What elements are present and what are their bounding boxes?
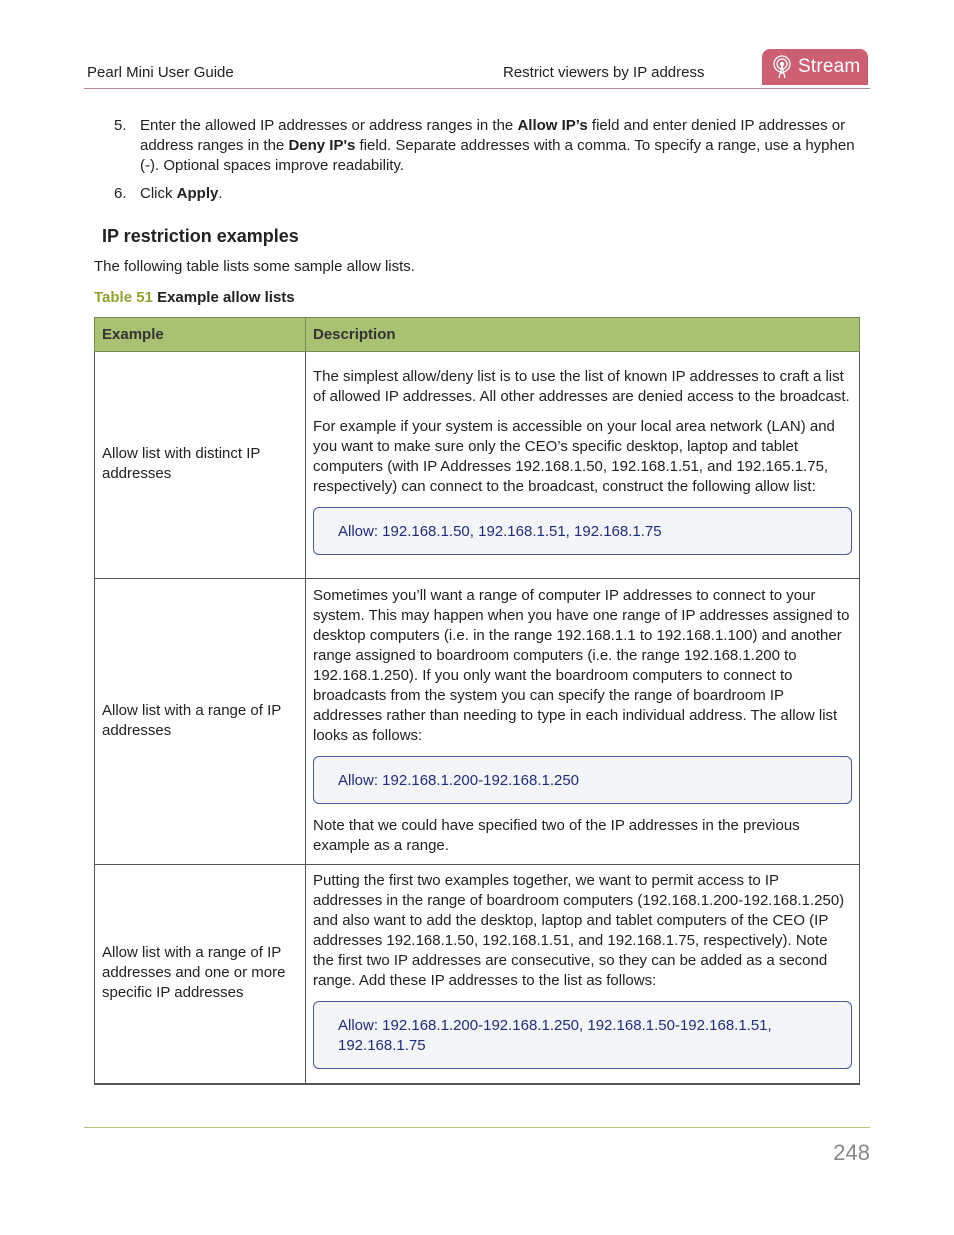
table-number: Table 51: [94, 289, 153, 306]
table-title: Example allow lists: [152, 289, 295, 306]
description-cell: [306, 352, 860, 579]
table-row: [95, 352, 860, 579]
footer-divider: [84, 1127, 870, 1128]
code-example: Allow: 192.168.1.50, 192.168.1.51, 192.168.1.75: [313, 507, 852, 555]
table-caption: [94, 288, 295, 308]
stream-label: Stream: [798, 56, 861, 77]
example-cell: Allow list with a range of IP addresses: [95, 579, 306, 865]
step-list: [114, 116, 866, 212]
page-number: 248: [833, 1140, 870, 1165]
table-header-row: [95, 318, 860, 352]
description-paragraph: Note that we could have specified two of the IP addresses in the previous example as a range.: [313, 816, 800, 854]
step-text: Click Apply.: [140, 185, 223, 202]
example-cell: Allow list with a range of IP addresses and one or more specific IP addresses: [95, 865, 306, 1085]
description-paragraph: The simplest allow/deny list is to use the list of known IP addresses to craft a list of allowed IP addresses. All other addresses are denied access to the broadcast.: [313, 368, 850, 405]
code-example: Allow: 192.168.1.200-192.168.1.250: [313, 756, 852, 804]
allow-list-table: [94, 317, 860, 1085]
step-number: 5.: [114, 117, 127, 134]
step-5: [114, 116, 866, 176]
apply-button-name: Apply: [176, 185, 219, 202]
allow-ips-field-name: Allow IP’s: [517, 117, 588, 134]
deny-ips-field-name: Deny IP's: [288, 137, 356, 154]
header-description: Description: [306, 318, 860, 352]
description-paragraph: Sometimes you’ll want a range of computer IP addresses to connect to your system. This may happen when you have one range of IP addresses assigned to desktop computers (i.e. in the range 192.168.1.1 to 192.168.1.100) and another range assigned to boardroom computers (i.e. the range 192.168.1.200 to 192.168.1.250). If you only want the boardroom computers to connect to broadcasts from the system you can specify the range of boardroom IP addresses rather than needing to type in each individual address. The allow list looks as follows:: [313, 586, 850, 744]
table-row: [95, 579, 860, 865]
step-text: Enter the allowed IP addresses or address ranges in the Allow IP’s field and enter denied IP addresses or address ranges in the Deny IP's field. Separate addresses with a comma. To specify a range, use a hyphen (-). Optional spaces improve readability.: [140, 117, 855, 174]
guide-title: Pearl Mini User Guide: [87, 64, 234, 81]
broadcast-icon: [772, 55, 792, 79]
code-example: Allow: 192.168.1.200-192.168.1.250, 192.168.1.50-192.168.1.51, 192.168.1.75: [313, 1001, 852, 1069]
description-cell: [306, 865, 860, 1085]
description-cell: [306, 579, 860, 865]
section-title: Restrict viewers by IP address: [503, 64, 705, 81]
example-cell: Allow list with distinct IP addresses: [95, 352, 306, 579]
section-heading: IP restriction examples: [102, 226, 299, 246]
page-header: [84, 0, 870, 89]
stream-badge: [762, 49, 868, 85]
intro-paragraph: The following table lists some sample allow lists.: [94, 258, 415, 275]
step-number: 6.: [114, 185, 127, 202]
table-row: [95, 865, 860, 1085]
header-example: Example: [95, 318, 306, 352]
description-paragraph: For example if your system is accessible on your local area network (LAN) and you want to make sure only the CEO’s specific desktop, laptop and tablet computers (with IP Addresses 192.168.1.50, 192.168.1.51, and 192.165.1.75, respectively) can connect to the broadcast, construct the following allow list:: [313, 418, 835, 495]
description-paragraph: Putting the first two examples together, we want to permit access to IP addresses in the range of boardroom computers (192.168.1.200-192.168.1.250) and also want to add the desktop, laptop and tablet computers of the CEO (IP addresses 192.168.1.50, 192.168.1.51, and 192.168.1.75, respectively). Note the first two IP addresses are consecutive, so they can be added as a second range. Add these IP addresses to the list as follows:: [313, 872, 845, 989]
step-6: [114, 184, 866, 204]
